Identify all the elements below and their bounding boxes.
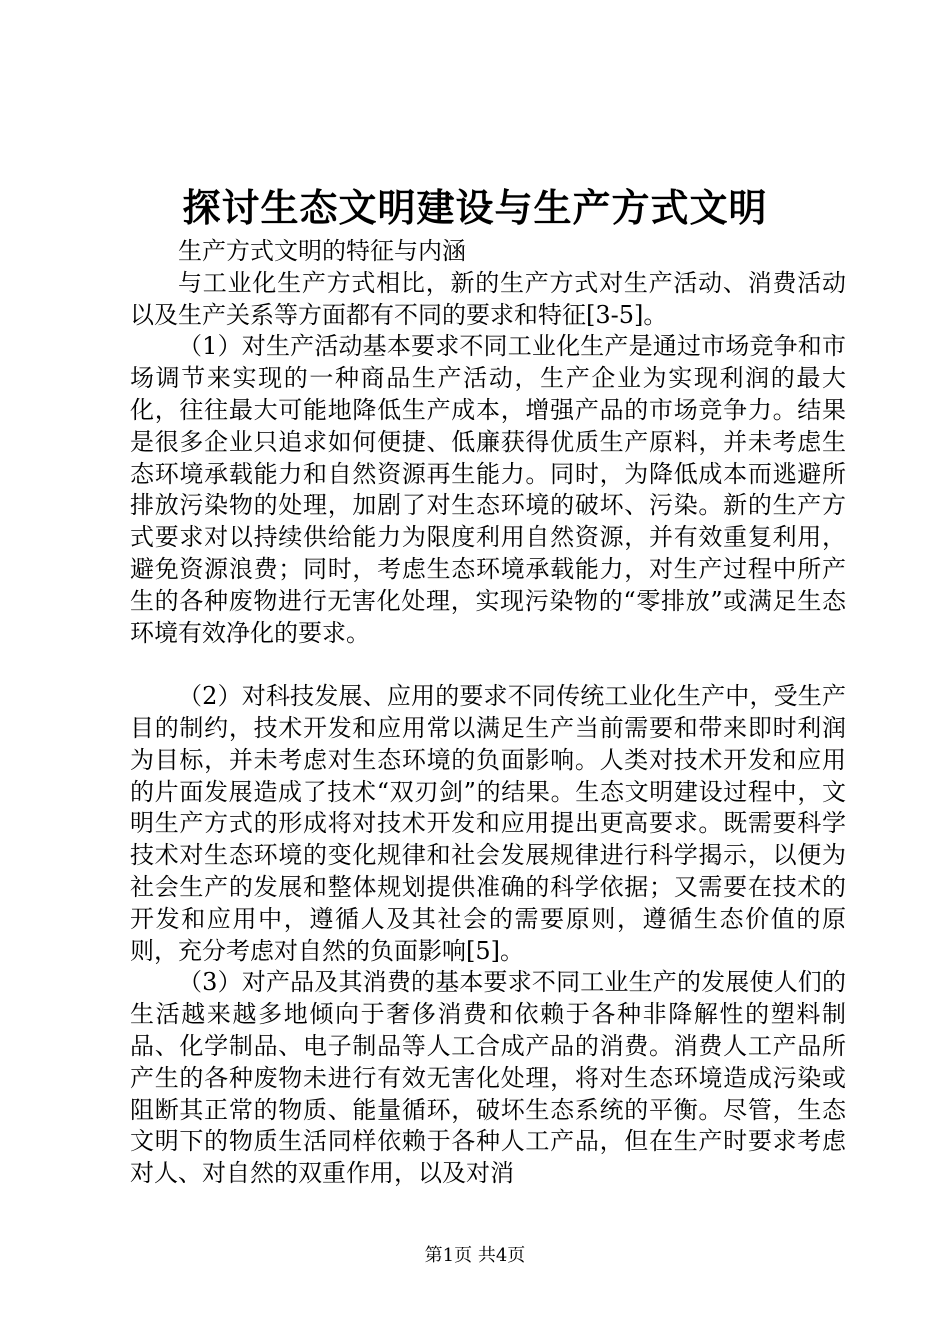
page-footer: 第1页 共4页 xyxy=(424,1245,526,1266)
paragraph-2: （2）对科技发展、应用的要求不同传统工业化生产中，受生产目的制约，技术开发和应用常以满足生产当前需要和带来即时利润为目标，并未考虑对生态环境的负面影响。人类对技术开发和应用的片面发展造成了技术“双刃剑”的结果。生态文明建设过程中，文明生产方式的形成将对技术开发和应用提出更高要求。既需要科学技术对生态环境的变化规律和社会发展规律进行科学揭示，以便为社会生产的发展和整体规划提供准确的科学依据；又需要在技术的开发和应用中，遵循人及其社会的需要原则，遵循生态价值的原则，充分考虑对自然的负面影响[5]。 xyxy=(130,682,846,965)
document-title: 探讨生态文明建设与生产方式文明 xyxy=(182,185,768,230)
paragraph-3: （3）对产品及其消费的基本要求不同工业生产的发展使人们的生活越来越多地倾向于奢侈消费和依赖于各种非降解性的塑料制品、化学制品、电子制品等人工合成产品的消费。消费人工产品所产生的各种废物未进行有效无害化处理，将对生态环境造成污染或阻断其正常的物质、能量循环，破坏生态系统的平衡。尽管，生态文明下的物质生活同样依赖于各种人工产品，但在生产时要求考虑对人、对自然的双重作用，以及对消 xyxy=(130,968,846,1188)
section-heading: 生产方式文明的特征与内涵 xyxy=(178,237,466,265)
paragraph-intro: 与工业化生产方式相比，新的生产方式对生产活动、消费活动以及生产关系等方面都有不同的要求和特征[3-5]。 xyxy=(130,268,846,329)
paragraph-1: （1）对生产活动基本要求不同工业化生产是通过市场竞争和市场调节来实现的一种商品生产活动，生产企业为实现利润的最大化，往往最大可能地降低生产成本，增强产品的市场竞争力。结果是很多企业只追求如何便捷、低廉获得优质生产原料，并未考虑生态环境承载能力和自然资源再生能力。同时，为降低成本而逃避所排放污染物的处理，加剧了对生态环境的破坏、污染。新的生产方式要求对以持续供给能力为限度利用自然资源，并有效重复利用，避免资源浪费；同时，考虑生态环境承载能力，对生产过程中所产生的各种废物进行无害化处理，实现污染物的“零排放”或满足生态环境有效净化的要求。 xyxy=(130,332,846,647)
document-body xyxy=(130,236,846,1190)
